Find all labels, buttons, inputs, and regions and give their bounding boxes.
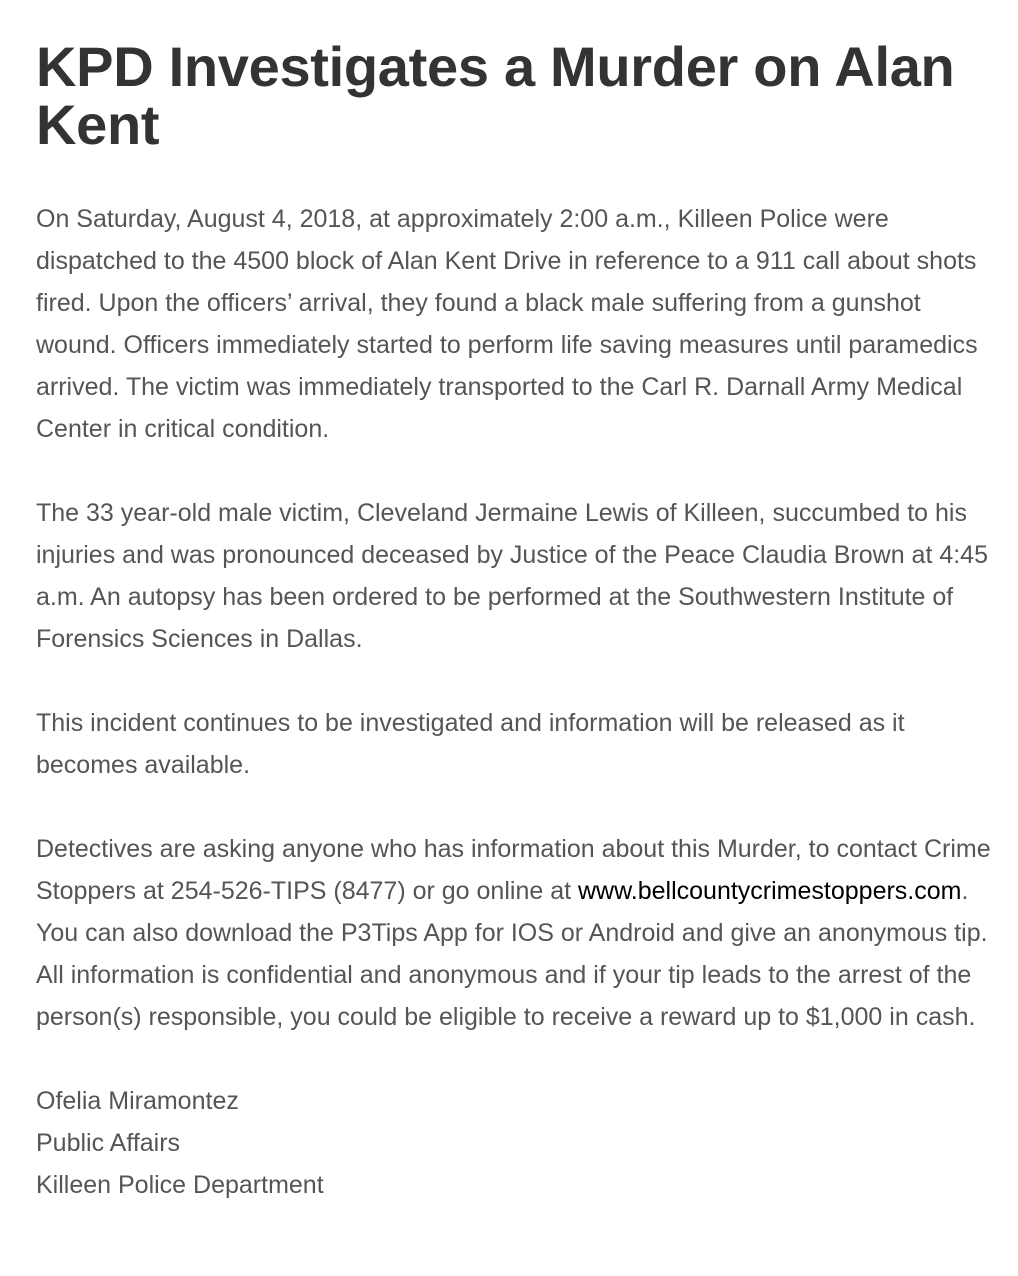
tips-text-before-link: Detectives are asking anyone who has information about this Murder, to contact Crime Stoppers at 254-526-TIPS (8477) or go online at: [36, 835, 991, 905]
signature-title: Public Affairs: [36, 1129, 181, 1157]
signature-organization: Killeen Police Department: [36, 1171, 324, 1199]
signature-name: Ofelia Miramontez: [36, 1087, 239, 1115]
paragraph-victim: The 33 year-old male victim, Cleveland Jermaine Lewis of Killeen, succumbed to his injuries and was pronounced deceased by Justice of the Peace Claudia Brown at 4:45 a.m. An autopsy has been ordered to be performed at the Southwestern Institute of Forensics Sciences in Dallas.: [36, 499, 988, 653]
paragraph-incident: On Saturday, August 4, 2018, at approximately 2:00 a.m., Killeen Police were dispatched to the 4500 block of Alan Kent Drive in reference to a 911 call about shots fired. Upon the officers’ arrival, they found a black male suffering from a gunshot wound. Officers immediately started to perform life saving measures until paramedics arrived. The victim was immediately transported to the Carl R. Darnall Army Medical Center in critical condition.: [36, 205, 978, 443]
article-title: KPD Investigates a Murder on Alan Kent: [36, 35, 955, 156]
paragraph-investigation: This incident continues to be investigated and information will be released as it becomes available.: [36, 709, 905, 779]
tips-text-after-link: . You can also download the P3Tips App for IOS or Android and give an anonymous tip. All information is confidential and anonymous and if your tip leads to the arrest of the person(s) responsible, you could be eligible to receive a reward up to $1,000 in cash.: [36, 877, 988, 1031]
paragraph-tips: [36, 828, 998, 1038]
article-body: [36, 198, 998, 1206]
crime-stoppers-link[interactable]: www.bellcountycrimestoppers.com: [578, 877, 962, 905]
